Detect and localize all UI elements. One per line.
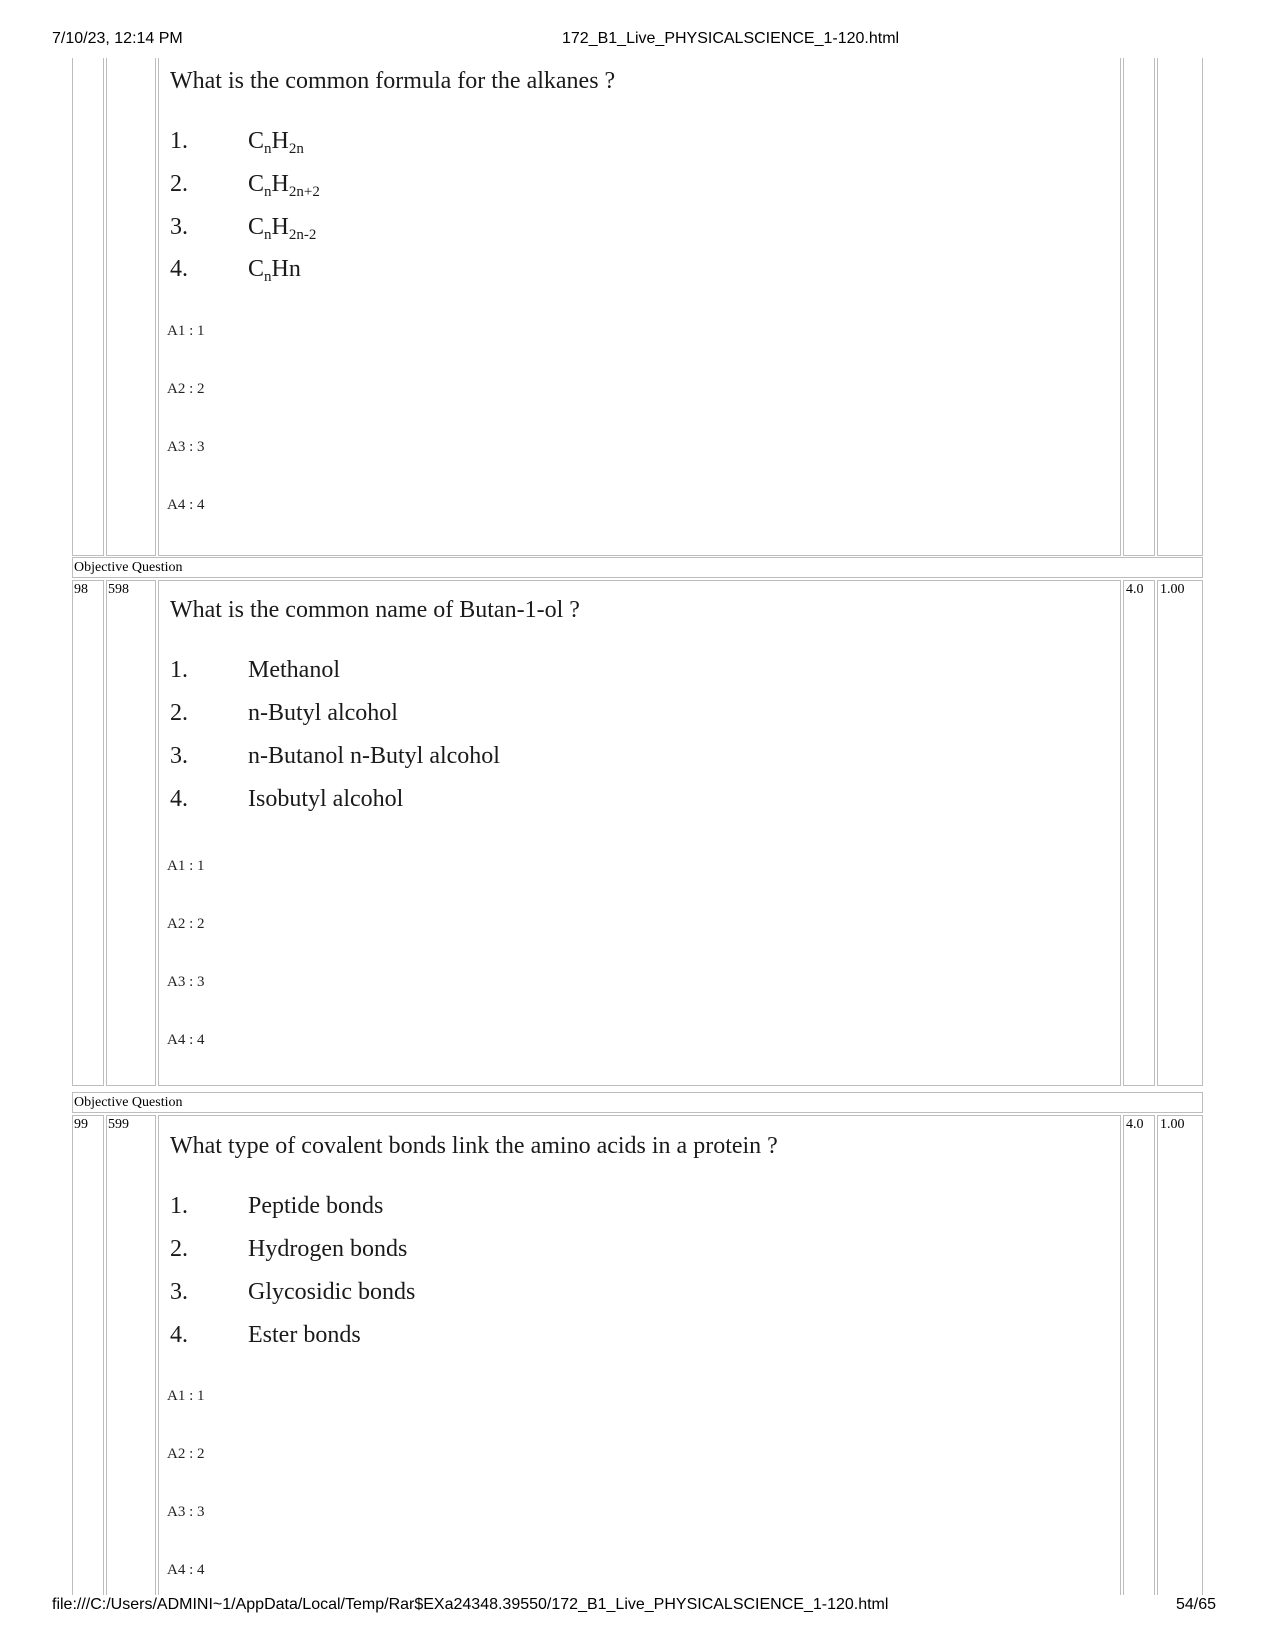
answer-key: A2 : 2: [167, 381, 205, 397]
question-text: What is the common formula for the alkanes ?: [170, 68, 616, 94]
option-formula: $C_nHn$: [248, 256, 301, 285]
question-cell: [158, 580, 1121, 1086]
sno-cell: [72, 58, 104, 556]
print-page-number: 54/65: [1176, 1596, 1217, 1613]
negative-marks: 1.00: [1160, 582, 1185, 597]
answer-key: A1 : 1: [167, 1388, 205, 1404]
marks-cell: [1123, 580, 1155, 1086]
answer-key: A3 : 3: [167, 974, 205, 990]
answer-key: A1 : 1: [167, 323, 205, 339]
marks: 4.0: [1126, 582, 1144, 597]
option-text: Peptide bonds: [248, 1193, 384, 1219]
option-text: Ester bonds: [248, 1322, 361, 1348]
print-title: 172_B1_Live_PHYSICALSCIENCE_1-120.html: [562, 30, 900, 47]
option-text: Isobutyl alcohol: [248, 786, 404, 812]
option-number: 2.: [170, 1236, 188, 1262]
sno-cell: [72, 580, 104, 1086]
question-text: What is the common name of Butan-1-ol ?: [170, 597, 580, 623]
neg-marks-cell: [1157, 580, 1203, 1086]
option-formula: $C_nH_{2n}$: [248, 128, 304, 157]
answer-key: A1 : 1: [167, 858, 205, 874]
question-cell: [158, 1115, 1121, 1595]
option-text: Hydrogen bonds: [248, 1236, 408, 1262]
answer-key: A2 : 2: [167, 916, 205, 932]
serial-number: 98: [74, 582, 88, 597]
option-number: 3.: [170, 214, 188, 240]
option-number: 4.: [170, 1322, 188, 1348]
qid-cell: [106, 580, 156, 1086]
question-type-label: Objective Question: [72, 557, 1203, 578]
question-id: 598: [108, 582, 129, 597]
option-number: 2.: [170, 700, 188, 726]
option-number: 4.: [170, 786, 188, 812]
marks-cell: [1123, 1115, 1155, 1595]
option-number: 4.: [170, 256, 188, 282]
option-text: n-Butyl alcohol: [248, 700, 398, 726]
answer-key: A4 : 4: [167, 1032, 205, 1048]
option-text: Glycosidic bonds: [248, 1279, 416, 1305]
option-number: 2.: [170, 171, 188, 197]
answer-key: A3 : 3: [167, 439, 205, 455]
option-formula: $C_nH_{2n-2}$: [248, 214, 317, 243]
neg-marks-cell: [1157, 58, 1203, 556]
option-text: n-Butanol n-Butyl alcohol: [248, 743, 500, 769]
option-number: 3.: [170, 1279, 188, 1305]
neg-marks-cell: [1157, 1115, 1203, 1595]
option-number: 3.: [170, 743, 188, 769]
negative-marks: 1.00: [1160, 1117, 1185, 1132]
option-number: 1.: [170, 1193, 188, 1219]
serial-number: 99: [74, 1117, 88, 1132]
option-text: Methanol: [248, 657, 340, 683]
print-url: file:///C:/Users/ADMINI~1/AppData/Local/Temp/Rar$EXa24348.39550/172_B1_Live_PHYSICALSCIENCE_1-120.html: [52, 1596, 889, 1613]
question-id: 599: [108, 1117, 129, 1132]
option-number: 1.: [170, 657, 188, 683]
question-text: What type of covalent bonds link the amino acids in a protein ?: [170, 1133, 778, 1159]
option-formula: $C_nH_{2n+2}$: [248, 171, 320, 200]
qid-cell: [106, 1115, 156, 1595]
answer-key: A2 : 2: [167, 1446, 205, 1462]
answer-key: A3 : 3: [167, 1504, 205, 1520]
question-type-label: Objective Question: [72, 1092, 1203, 1113]
marks-cell: [1123, 58, 1155, 556]
sno-cell: [72, 1115, 104, 1595]
marks: 4.0: [1126, 1117, 1144, 1132]
answer-key: A4 : 4: [167, 497, 205, 513]
option-number: 1.: [170, 128, 188, 154]
qid-cell: [106, 58, 156, 556]
answer-key: A4 : 4: [167, 1562, 205, 1578]
print-timestamp: 7/10/23, 12:14 PM: [52, 30, 183, 47]
